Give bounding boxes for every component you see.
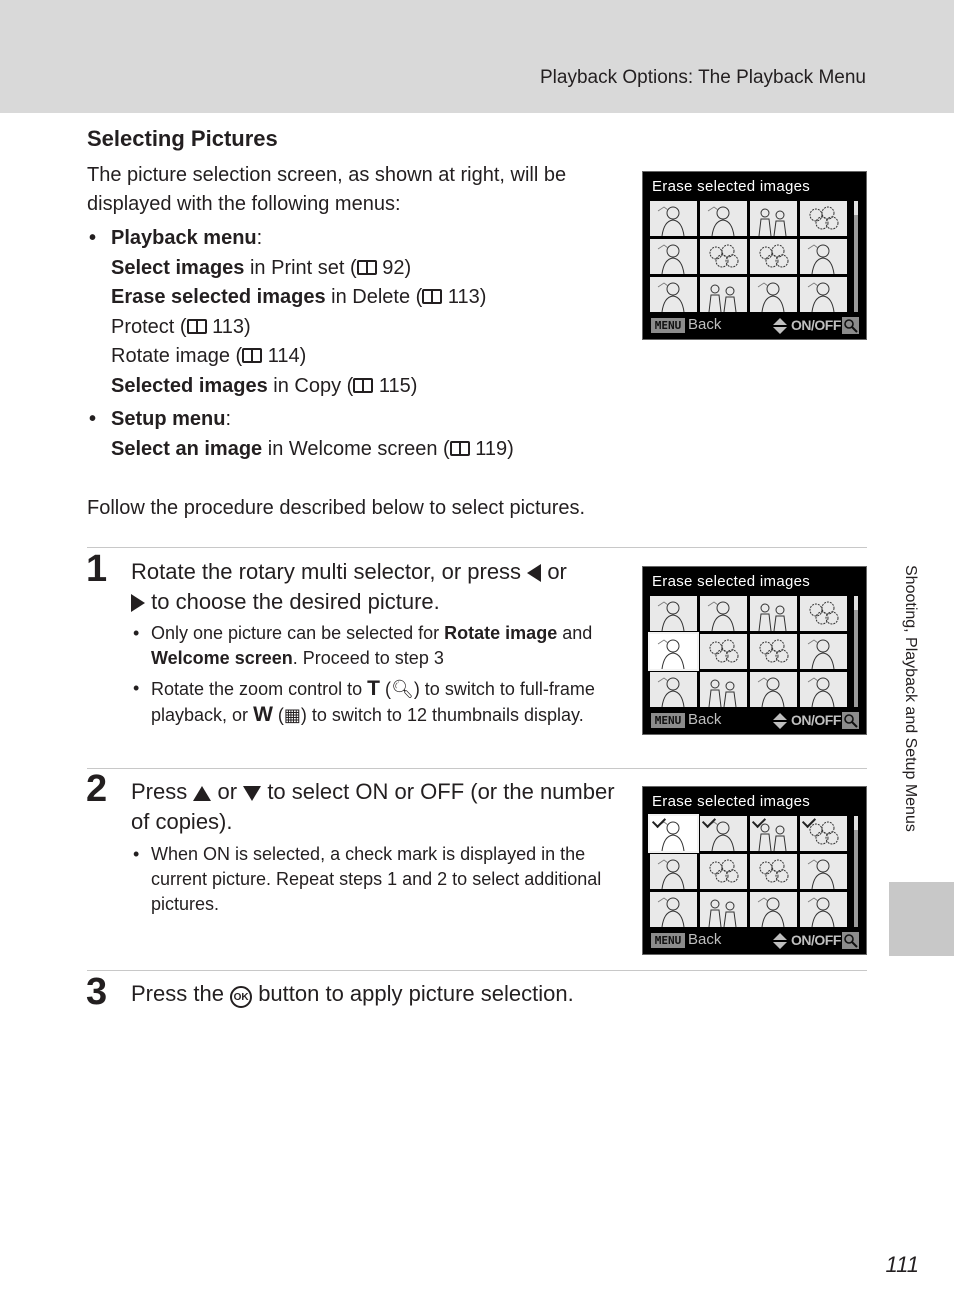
setup-menu-label: Setup menu bbox=[111, 408, 226, 430]
step-divider bbox=[87, 768, 867, 769]
thumbnail[interactable] bbox=[800, 634, 847, 669]
list-item: • When ON is selected, a check mark is displayed in the current picture. Repeat steps 1 and 2 to select additional pictures. bbox=[133, 844, 602, 914]
chapter-label-wrap bbox=[897, 565, 919, 875]
thumbnail[interactable] bbox=[700, 816, 747, 851]
thumbnail[interactable] bbox=[750, 854, 797, 889]
screen-title: Erase selected images bbox=[652, 178, 811, 195]
screen-footer bbox=[651, 317, 859, 335]
step-number: 3 bbox=[86, 971, 108, 1013]
scrollbar-knob[interactable] bbox=[854, 201, 858, 215]
thumbnail[interactable] bbox=[800, 816, 847, 851]
ok-button-icon: OK bbox=[230, 986, 252, 1008]
on-off-label: ON/OFF bbox=[791, 317, 841, 333]
thumbnail[interactable] bbox=[800, 596, 847, 631]
thumbnail[interactable] bbox=[750, 816, 797, 851]
thumbnail[interactable] bbox=[800, 239, 847, 274]
thumbnail[interactable] bbox=[700, 634, 747, 669]
intro-paragraph: The picture selection screen, as shown at right, will be displayed with the following menus: bbox=[87, 164, 567, 215]
step-2-text: Press or to select ON or OFF (or the number of copies). bbox=[131, 779, 615, 834]
zoom-icon bbox=[842, 932, 859, 949]
thumbnail[interactable] bbox=[650, 892, 697, 927]
menu-list bbox=[87, 224, 617, 468]
thumbnail[interactable] bbox=[650, 634, 697, 669]
step-number: 2 bbox=[86, 768, 108, 810]
thumbnail[interactable] bbox=[700, 892, 747, 927]
thumbnail[interactable] bbox=[700, 596, 747, 631]
menu-item: Protect ( 113) bbox=[111, 315, 251, 338]
menu-item: Select images in Print set ( 92) bbox=[111, 256, 412, 279]
camera-screen bbox=[642, 566, 867, 735]
step-1-text: Rotate the rotary multi selector, or press or to choose the desired picture. bbox=[131, 559, 567, 614]
step-divider bbox=[87, 547, 867, 548]
back-label: Back bbox=[688, 316, 722, 333]
thumbnail[interactable] bbox=[800, 201, 847, 236]
up-down-icon bbox=[773, 933, 787, 949]
step-1-notes bbox=[131, 621, 611, 733]
thumbnail[interactable] bbox=[650, 672, 697, 707]
left-arrow-icon bbox=[527, 564, 541, 582]
thumbnail-icon: ▦ bbox=[283, 705, 301, 725]
zoom-icon bbox=[842, 712, 859, 729]
scrollbar[interactable] bbox=[854, 596, 858, 707]
thumbnail[interactable] bbox=[800, 854, 847, 889]
up-arrow-icon bbox=[193, 786, 211, 801]
menu-item: Select an image in Welcome screen ( 119) bbox=[111, 437, 514, 460]
menu-item: Rotate image ( 114) bbox=[111, 345, 307, 367]
menu-button-icon: MENU bbox=[651, 933, 685, 948]
list-item: • Only one picture can be selected for Rotate image and Welcome screen. Proceed to step 3 bbox=[133, 623, 593, 668]
thumbnail[interactable] bbox=[750, 239, 797, 274]
menu-item: Selected images in Copy ( 115) bbox=[111, 374, 418, 397]
scrollbar[interactable] bbox=[854, 201, 858, 312]
chapter-label: Shooting, Playback and Setup Menus bbox=[902, 565, 919, 832]
thumbnail[interactable] bbox=[750, 672, 797, 707]
scrollbar-knob[interactable] bbox=[854, 596, 858, 610]
step-3-text: Press the OK button to apply picture selection. bbox=[131, 981, 574, 1006]
list-item: • Rotate the zoom control to T (🔍︎) to switch to full-frame playback, or W (▦) to switch to 12 thumbnails display. bbox=[133, 677, 595, 726]
thumbnail[interactable] bbox=[800, 892, 847, 927]
setup-menu-bullet: • Setup menu: Select an image in Welcome screen ( 119) bbox=[89, 408, 514, 460]
page-number: 111 bbox=[885, 1252, 919, 1277]
thumbnail[interactable] bbox=[650, 816, 697, 851]
thumbnail[interactable] bbox=[750, 596, 797, 631]
thumbnail[interactable] bbox=[700, 672, 747, 707]
step-number: 1 bbox=[86, 548, 108, 590]
back-label: Back bbox=[688, 711, 722, 728]
back-label: Back bbox=[688, 931, 722, 948]
menu-button-icon: MENU bbox=[651, 713, 685, 728]
thumbnail[interactable] bbox=[750, 892, 797, 927]
scrollbar[interactable] bbox=[854, 816, 858, 927]
thumbnail[interactable] bbox=[700, 201, 747, 236]
book-icon bbox=[353, 378, 373, 393]
playback-menu-label: Playback menu bbox=[111, 227, 257, 249]
playback-menu-bullet: • Playback menu: Select images in Print set ( 92) Erase selected images in Delete ( 113) Protect ( 113) Rotate image ( 114) Selected images in Copy ( 115) bbox=[89, 227, 487, 397]
scrollbar-knob[interactable] bbox=[854, 816, 858, 830]
thumbnail[interactable] bbox=[700, 277, 747, 312]
screen-title: Erase selected images bbox=[652, 793, 811, 810]
thumbnail[interactable] bbox=[800, 672, 847, 707]
thumbnail-grid bbox=[650, 596, 848, 707]
zoom-in-icon: 🔍︎ bbox=[390, 679, 414, 699]
thumbnail[interactable] bbox=[650, 239, 697, 274]
thumbnail[interactable] bbox=[700, 239, 747, 274]
screen-footer bbox=[651, 712, 859, 730]
section-title: Selecting Pictures bbox=[87, 126, 278, 151]
thumbnail[interactable] bbox=[700, 854, 747, 889]
follow-text: Follow the procedure described below to select pictures. bbox=[87, 497, 586, 519]
up-down-icon bbox=[773, 318, 787, 334]
thumbnail-grid bbox=[650, 816, 848, 927]
thumbnail[interactable] bbox=[650, 277, 697, 312]
screen-footer bbox=[651, 932, 859, 950]
step-divider bbox=[87, 970, 867, 971]
thumbnail[interactable] bbox=[800, 277, 847, 312]
right-arrow-icon bbox=[131, 594, 145, 612]
up-down-icon bbox=[773, 713, 787, 729]
book-icon bbox=[357, 260, 377, 275]
thumbnail[interactable] bbox=[650, 201, 697, 236]
header-band bbox=[0, 0, 954, 113]
thumbnail[interactable] bbox=[750, 277, 797, 312]
menu-item: Erase selected images in Delete ( 113) bbox=[111, 286, 487, 308]
book-icon bbox=[187, 319, 207, 334]
zoom-icon bbox=[842, 317, 859, 334]
menu-button-icon: MENU bbox=[651, 318, 685, 333]
step-2-notes bbox=[131, 842, 611, 922]
chapter-tab bbox=[889, 882, 954, 956]
down-arrow-icon bbox=[243, 786, 261, 801]
screen-title: Erase selected images bbox=[652, 573, 811, 590]
thumbnail[interactable] bbox=[650, 596, 697, 631]
thumbnail[interactable] bbox=[750, 201, 797, 236]
book-icon bbox=[242, 348, 262, 363]
camera-screen bbox=[642, 786, 867, 955]
on-off-label: ON/OFF bbox=[791, 712, 841, 728]
book-icon bbox=[422, 289, 442, 304]
thumbnail-grid bbox=[650, 201, 848, 312]
camera-screen bbox=[642, 171, 867, 340]
header-title: Playback Options: The Playback Menu bbox=[540, 67, 866, 88]
thumbnail[interactable] bbox=[750, 634, 797, 669]
thumbnail[interactable] bbox=[650, 854, 697, 889]
book-icon bbox=[450, 441, 470, 456]
on-off-label: ON/OFF bbox=[791, 932, 841, 948]
